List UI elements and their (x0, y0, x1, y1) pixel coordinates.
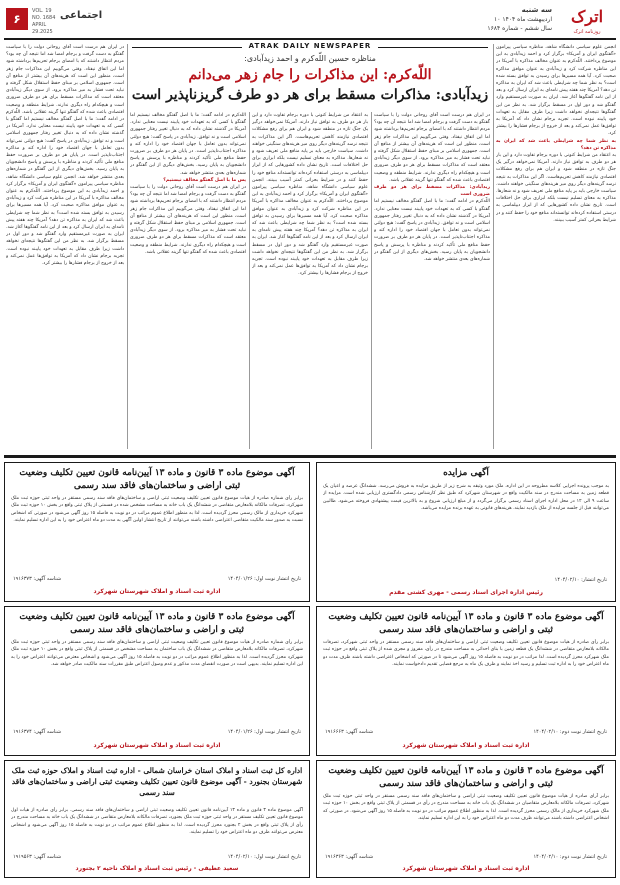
notice-id: شناسه آگهی: ۱۹۱۹۵۶۳ (13, 854, 62, 860)
notice-footer: سعید عطیفی - رئیس ثبت اسناد و املاک ناحیه ۲ بجنورد (75, 865, 239, 872)
notice-title: آگهی موضوع ماده ۳ قانون و ماده ۱۳ آیین‌نامه قانون تعیین تکلیف وضعیت ثبتی و اراضی و ساختمان‌های فاقد سند رسمی (19, 612, 295, 635)
issue-date-block (462, 6, 552, 33)
notice-body: برابر رأی شماره صادره از هیأت موضوع قانون تعیین تکلیف وضعیت ثبتی اراضی و ساختمان‌های فاقد سند رسمی مستقر در واحد ثبتی حوزه ثبت ملک شهرکرد، تصرفات مالکانه بلامعارض متقاضی در ششدانگ یک باب خانه به مساحت مشخص شده در قسمتی از پلاک ثبتی واقع در بخش ۱۰ حوزه ثبت ملک شهرکرد خریداری از مالک رسمی محرز گردیده است. لذا به منظور اطلاع عموم مراتب در دو نوبت به فاصله ۱۵ روز آگهی می‌شود در صورتی که اشخاص نسبت به صدور سند مالکیت متقاضی اعتراضی داشته باشند می‌توانند از تاریخ انتشار اولین آگهی به مدت دو ماه اعتراض خود را به این اداره تسلیم نمایند. (11, 496, 303, 524)
section-divider (4, 455, 616, 458)
headline-primary[interactable]: اللّه‌کرم: این مذاکرات را جام زهر می‌دانم (188, 67, 432, 83)
notice-footer: اداره ثبت اسناد و املاک شهرستان شهرکرد (402, 865, 530, 872)
page-number-badge: ۶ (6, 8, 28, 30)
article-authors: مناظره حسین اللّه‌کرم و احمد زیدآبادی: (244, 54, 376, 63)
notice-date: تاریخ انتشار نوبت دوم: ۱۴۰۴/۰۲/۱۰ (533, 854, 607, 860)
article-column-text: در ایران هم درست است آقای روحانی دولت را با سیاست گفتگو به دست گرفت و برجام امضا شد اما نتیجه آن چه بود؟ مردم انتظار داشتند که با امضای برجام تحریم‌ها برداشته شود اما این اتفاق نیفتاد. وقتی می‌گوییم این مذاکرات جام زهر است، منظور این است که هزینه‌های آن بیشتر از منافع آن است. جمهوری اسلامی بر مبنای حفظ استقلال شکل گرفته و نباید تحت فشار به میز مذاکره برود. از سوی دیگر زیدآبادی معتقد است که مذاکرات مسقط برای هر دو طرف ضروری است و هیچکدام راه دیگری ندارند. شرایط منطقه و وضعیت اقتصادی باعث شده که گفتگو تنها گزینه عقلانی باشد. (6, 45, 124, 115)
date-extra: سال ششم - شماره ۱۶۸۴ (487, 25, 552, 32)
article-column-text: اللّه‌کرم در ادامه گفت: ما با اصل گفتگو مخالف نیستیم اما گفتگو با کسی که به تعهدات خود پایبند نیست معنایی ندارد. آمریکا در گذشته نشان داده که به دنبال تغییر رفتار جمهوری اسلامی است و نه توافق. زیدآبادی در پاسخ گفت: هیچ دولتی نمی‌تواند بدون تعامل با جهان اقتصاد خود را اداره کند و مذاکره اجتناب‌ناپذیر است. در پایان هر دو طرف بر ضرورت حفظ منافع ملی تأکید کردند و مناظره با پرسش و پاسخ دانشجویان به پایان رسید. بخش‌های دیگری از این گفتگو در شماره‌های بعدی منتشر خواهد شد. (6, 109, 124, 180)
column-divider (493, 44, 494, 449)
article-column-text: در ایران هم درست است آقای روحانی دولت را با سیاست گفتگو به دست گرفت و برجام امضا شد اما نتیجه آن چه بود؟ مردم انتظار داشتند که با امضای برجام تحریم‌ها برداشته شود اما این اتفاق نیفتاد. وقتی می‌گوییم این مذاکرات جام زهر است، منظور این است که هزینه‌های آن بیشتر از منافع آن است. جمهوری اسلامی بر مبنای حفظ استقلال شکل گرفته و نباید تحت فشار به میز مذاکره برود. از سوی دیگر زیدآبادی معتقد است که مذاکرات مسقط برای هر دو طرف ضروری است و هیچکدام راه دیگری ندارند. شرایط منطقه و وضعیت اقتصادی باعث شده که گفتگو تنها گزینه عقلانی باشد. (130, 185, 246, 255)
notice-title: آگهی مزایده (443, 468, 489, 478)
column-divider (371, 112, 372, 449)
article-column-text: در ایران هم درست است آقای روحانی دولت را با سیاست گفتگو به دست گرفت و برجام امضا شد اما نتیجه آن چه بود؟ مردم انتظار داشتند که با امضای برجام تحریم‌ها برداشته شود اما این اتفاق نیفتاد. وقتی می‌گوییم این مذاکرات جام زهر است، منظور این است که هزینه‌های آن بیشتر از منافع آن است. جمهوری اسلامی بر مبنای حفظ استقلال شکل گرفته و نباید تحت فشار به میز مذاکره برود. از سوی دیگر زیدآبادی معتقد است که مذاکرات مسقط برای هر دو طرف ضروری است و هیچکدام راه دیگری ندارند. شرایط منطقه و وضعیت اقتصادی باعث شده که گفتگو تنها گزینه عقلانی باشد. (374, 113, 490, 183)
brand-strip: ATRAK DAILY NEWSPAPER (128, 42, 492, 52)
logo-text: اترک (570, 7, 604, 26)
notice-id: شناسه آگهی: ۱۹۱۶۶۶۳ (325, 729, 374, 735)
volume-info (32, 8, 60, 36)
notice-registration[interactable] (4, 462, 310, 602)
notice-footer: اداره ثبت اسناد و املاک شهرستان شهرکرد (93, 742, 221, 749)
article-column-4 (130, 112, 246, 449)
notice-registration[interactable] (316, 606, 616, 756)
question-line: زیدآبادی: مذاکرات مسقط برای هر دو طرف ضروری است (374, 185, 490, 198)
notice-body: برابر آرای صادره از هیأت موضوع قانون تعیین تکلیف وضعیت ثبتی اراضی و ساختمان‌های فاقد سند رسمی مستقر در واحد ثبتی حوزه ثبت ملک شهرکرد، تصرفات مالکانه بلامعارض متقاضیان در ششدانگ یک باب خانه به مساحت مندرج در رأی در قسمتی از پلاک ثبتی واقع در بخش ۱۰ حوزه ثبت ملک شهرکرد خریداری از مالک رسمی محرز گردیده است. لذا به منظور اطلاع عموم مراتب در دو نوبت به فاصله ۱۵ روز آگهی می‌شود. در صورتی که اشخاص اعتراضی داشته باشند می‌توانند ظرف مدت دو ماه اعتراض خود را به این اداره تسلیم نمایند. (323, 794, 609, 822)
article-column-2 (374, 112, 490, 449)
day-label: سه شنبه (521, 6, 552, 14)
notice-registration[interactable] (316, 760, 616, 878)
notice-body: به موجب پرونده اجرایی کلاسه مطروحه در این اداره، ملک مورد وثیقه به شرح زیر از طریق مزایده به فروش می‌رسد. ششدانگ عرصه و اعیان یک قطعه زمین به مساحت مندرج در سند مالکیت واقع در شهرستان شهرکرد که طبق نظر کارشناس رسمی دادگستری ارزیابی شده است. مزایده از ساعت ۹ الی ۱۲ در محل اداره اجرای اسناد رسمی برگزار می‌گردد و از مبلغ ارزیابی شروع و به بالاترین قیمت پیشنهادی فروخته می‌شود. طالبین می‌توانند قبل از جلسه مزایده از ملک بازدید نمایند. هزینه‌های قانونی به عهده برنده مزایده می‌باشد. (323, 484, 609, 512)
article-column-5 (6, 44, 124, 449)
date-en: APRIL 29.2025 (32, 22, 53, 35)
article-column-text: انجمن علوم سیاسی دانشگاه شاهد، مناظره سیاسی پیرامون «گفتگوی ایران و آمریکا» برگزار کرد و احمد زیدآبادی به این موضوع پرداختند. اللّه‌کرم به عنوان مخالف مذاکره با آمریکا در این مناظره شرکت کرد و زیدآبادی به عنوان موافق مذاکره صحبت کرد. آیا همه مسیرها برای رسیدن به توافق بسته شده است؟ به نظر شما چه شرایطی باعث شد که ایران به مذاکره تن دهد؟ آمریکا چند هفته پیش نامه‌ای به ایران ارسال کرد و بعد از این نامه گفتگوها آغاز شد. ایران به صورت غیرمستقیم وارد گفتگو شد و دور اول در مسقط برگزار شد. به نظر من این گفتگوها نتیجه‌ای نخواهد داشت زیرا طرف مقابل به تعهدات خود پایبند نبوده است. تجربه برجام نشان داد که آمریکا به توافق‌ها عمل نمی‌کند و بعد از خروج از برجام فشارها را بیشتر کرد. (6, 174, 124, 267)
notice-date: تاریخ انتشار نوبت اول: ۱۴۰۴/۰۱/۲۶ (227, 729, 301, 735)
logo-subtitle: روزنامه اترک (573, 29, 601, 35)
headline-secondary[interactable]: زیدآبادی: مذاکرات مسقط برای هر دو طرف گریزناپذیر است (131, 87, 489, 103)
article-column-text: اللّه‌کرم در ادامه گفت: ما با اصل گفتگو مخالف نیستیم اما گفتگو با کسی که به تعهدات خود پایبند نیست معنایی ندارد. آمریکا در گذشته نشان داده که به دنبال تغییر رفتار جمهوری اسلامی است و نه توافق. زیدآبادی در پاسخ گفت: هیچ دولتی نمی‌تواند بدون تعامل با جهان اقتصاد خود را اداره کند و مذاکره اجتناب‌ناپذیر است. در پایان هر دو طرف بر ضرورت حفظ منافع ملی تأکید کردند و مناظره با پرسش و پاسخ دانشجویان به پایان رسید. بخش‌های دیگری از این گفتگو در شماره‌های بعدی منتشر خواهد شد. (130, 113, 246, 176)
notice-title: آگهی موضوع ماده ۳ قانون و ماده ۱۳ آیین‌نامه قانون تعیین تکلیف وضعیت ثبتی و اراضی و ساختمان‌های فاقد سند رسمی (328, 612, 604, 635)
notice-id: شناسه آگهی: ۱۹۱۶۳۷۴ (13, 729, 62, 735)
article-column-1 (496, 44, 616, 449)
question-line: به نظر شما چه شرایطی باعث شد که ایران به مذاکره تن دهد؟ (496, 138, 616, 151)
masthead (0, 0, 620, 40)
notice-title: اداره کل ثبت اسناد و املاک استان خراسان شمالی - اداره ثبت اسناد و املاک حوزه ثبت ملک شهرستان بجنورد - آگهی موضوع قانون تعیین تکلیف وضعیت ثبتی اراضی و ساختمان‌های فاقد سند رسمی (11, 766, 303, 797)
date-fa: ۱۰ اردیبهشت ماه ۱۴۰۴ (494, 16, 552, 23)
notice-title: آگهی موضوع ماده ۳ قانون و ماده ۱۳ آیین‌نامه قانون تعیین تکلیف وضعیت ثبتی اراضی و ساختمان‌های فاقد سند رسمی (19, 468, 295, 491)
notice-body: آگهی موضوع ماده ۳ قانون و ماده ۱۳ آیین‌نامه قانون تعیین تکلیف وضعیت ثبتی اراضی و ساختمان‌های فاقد سند رسمی. برابر رأی صادره از هیأت اول موضوع قانون تعیین تکلیف مستقر در واحد ثبتی حوزه ثبت ملک بجنورد، تصرفات مالکانه بلامعارض متقاضی در ششدانگ یک باب خانه به مساحت مندرج در رأی از پلاک ثبتی واقع در بخش ۲ بجنورد محرز گردیده است. لذا به منظور اطلاع عموم مراتب در دو نوبت به فاصله ۱۵ روز آگهی می‌شود و اشخاص معترض می‌توانند ظرف دو ماه اعتراض خود را تسلیم نمایند. (11, 808, 303, 836)
notice-bojnurd[interactable] (4, 760, 310, 878)
article-column-text: انجمن علوم سیاسی دانشگاه شاهد، مناظره سیاسی پیرامون «گفتگوی ایران و آمریکا» برگزار کرد و احمد زیدآبادی به این موضوع پرداختند. اللّه‌کرم به عنوان مخالف مذاکره با آمریکا در این مناظره شرکت کرد و زیدآبادی به عنوان موافق مذاکره صحبت کرد. آیا همه مسیرها برای رسیدن به توافق بسته شده است؟ به نظر شما چه شرایطی باعث شد که ایران به مذاکره تن دهد؟ آمریکا چند هفته پیش نامه‌ای به ایران ارسال کرد و بعد از این نامه گفتگوها آغاز شد. ایران به صورت غیرمستقیم وارد گفتگو شد و دور اول در مسقط برگزار شد. به نظر من این گفتگوها نتیجه‌ای نخواهد داشت زیرا طرف مقابل به تعهدات خود پایبند نبوده است. تجربه برجام نشان داد که آمریکا به توافق‌ها عمل نمی‌کند و بعد از خروج از برجام فشارها را بیشتر کرد. (496, 45, 616, 137)
notice-footer: اداره ثبت اسناد و املاک شهرستان شهرکرد (93, 588, 221, 595)
notice-footer: اداره ثبت اسناد و املاک شهرستان شهرکرد (402, 742, 530, 749)
notice-footer: رئیس اداره اجرای اسناد رسمی - مهری کشتی مقدم (389, 589, 543, 596)
article-column-text: به اعتقاد من شرایط کنونی با دوره برجام تفاوت دارد و این بار هر دو طرف به توافق نیاز دارند. آمریکا نمی‌خواهد درگیر یک جنگ تازه در منطقه شود و ایران هم برای رفع مشکلات اقتصادی نیازمند کاهش تحریم‌هاست. اگر این مذاکرات به نتیجه نرسد گزینه‌های دیگر روی میز هزینه‌های سنگینی خواهند داشت. سیاست خارجی باید بر پایه منافع ملی تعریف شود و نه شعارها. مذاکره به معنای تسلیم نیست بلکه ابزاری برای حل اختلافات است. تاریخ نشان داده کشورهایی که از ابزار دیپلماسی به درستی استفاده کرده‌اند توانسته‌اند منافع خود را حفظ کنند و در شرایط بحرانی کمتر آسیب ببینند. (252, 113, 368, 183)
column-divider (127, 44, 128, 449)
newspaper-logo[interactable] (558, 4, 616, 38)
notice-id: شناسه آگهی: ۱۹۱۶۳۶۳ (325, 854, 374, 860)
notice-body: برابر رأی شماره صادره از هیأت موضوع قانون تعیین تکلیف وضعیت ثبتی اراضی و ساختمان‌های فاقد سند رسمی مستقر در واحد ثبتی حوزه ثبت ملک شهرکرد، تصرفات مالکانه بلامعارض متقاضی در ششدانگ یک باب ساختمان به مساحت مشخص در قسمتی از پلاک ثبتی واقع در بخش ۱۰ حوزه ثبت ملک شهرکرد محرز گردیده است. لذا به منظور اطلاع عموم مراتب در دو نوبت به فاصله ۱۵ روز آگهی می‌شود و اشخاص معترض می‌توانند اعتراض خود را به این اداره تسلیم نمایند. بدیهی است در صورت انقضای مدت مذکور و عدم وصول اعتراض طبق مقررات سند مالکیت صادر خواهد شد. (11, 640, 303, 668)
article-column-3 (252, 112, 368, 449)
notice-date: تاریخ انتشار: ۱۴۰۴/۰۲/۱۰ (554, 577, 607, 583)
volume-number: VOL. 19 NO. 1684 (32, 8, 56, 21)
notice-auction[interactable] (316, 462, 616, 602)
question-line: پس ما با اصل گفتگو مخالف نیستیم؟ (163, 177, 246, 183)
notice-body: برابر رأی صادره از هیأت موضوع قانون تعیین تکلیف وضعیت ثبتی اراضی و ساختمان‌های فاقد سند رسمی مستقر در واحد ثبتی شهرکرد، تصرفات مالکانه بلامعارض متقاضی در ششدانگ یک قطعه زمین با بنای احداثی به مساحت مندرج در رأی، مفروز و مجزی شده از پلاک ثبتی واقع در حوزه ثبت ملک شهرکرد محرز گردیده است. لذا مراتب در دو نوبت به فاصله ۱۵ روز آگهی می‌شود تا در صورتی که اشخاص اعتراضی داشته باشند ظرف مدت دو ماه اعتراض خود را به اداره ثبت تسلیم و رسید اخذ نمایند و ظرف یک ماه به مرجع قضایی تقدیم دادخواست نمایند. (323, 640, 609, 668)
section-name: اجتماعی (60, 10, 103, 21)
article-column-text: به اعتقاد من شرایط کنونی با دوره برجام تفاوت دارد و این بار هر دو طرف به توافق نیاز دارند. آمریکا نمی‌خواهد درگیر یک جنگ تازه در منطقه شود و ایران هم برای رفع مشکلات اقتصادی نیازمند کاهش تحریم‌هاست. اگر این مذاکرات به نتیجه نرسد گزینه‌های دیگر روی میز هزینه‌های سنگینی خواهند داشت. سیاست خارجی باید بر پایه منافع ملی تعریف شود و نه شعارها. مذاکره به معنای تسلیم نیست بلکه ابزاری برای حل اختلافات است. تاریخ نشان داده کشورهایی که از ابزار دیپلماسی به درستی استفاده کرده‌اند توانسته‌اند منافع خود را حفظ کنند و در شرایط بحرانی کمتر آسیب ببینند. (496, 153, 616, 223)
notice-title: آگهی موضوع ماده ۳ قانون و ماده ۱۳ آیین‌نامه قانون تعیین تکلیف وضعیت ثبتی و اراضی و ساختمان‌های فاقد سند رسمی (328, 766, 604, 789)
article-header (128, 40, 492, 108)
notice-registration[interactable] (4, 606, 310, 756)
article-column-text: انجمن علوم سیاسی دانشگاه شاهد، مناظره سیاسی پیرامون «گفتگوی ایران و آمریکا» برگزار کرد و احمد زیدآبادی به این موضوع پرداختند. اللّه‌کرم به عنوان مخالف مذاکره با آمریکا در این مناظره شرکت کرد و زیدآبادی به عنوان موافق مذاکره صحبت کرد. آیا همه مسیرها برای رسیدن به توافق بسته شده است؟ به نظر شما چه شرایطی باعث شد که ایران به مذاکره تن دهد؟ آمریکا چند هفته پیش نامه‌ای به ایران ارسال کرد و بعد از این نامه گفتگوها آغاز شد. ایران به صورت غیرمستقیم وارد گفتگو شد و دور اول در مسقط برگزار شد. به نظر من این گفتگوها نتیجه‌ای نخواهد داشت زیرا طرف مقابل به تعهدات خود پایبند نبوده است. تجربه برجام نشان داد که آمریکا به توافق‌ها عمل نمی‌کند و بعد از خروج از برجام فشارها را بیشتر کرد. (252, 177, 368, 277)
notice-date: تاریخ انتشار نوبت اول: ۱۴۰۴/۰۱/۲۶ (227, 576, 301, 582)
column-divider (249, 112, 250, 449)
article-column-text: اللّه‌کرم در ادامه گفت: ما با اصل گفتگو مخالف نیستیم اما گفتگو با کسی که به تعهدات خود پایبند نیست معنایی ندارد. آمریکا در گذشته نشان داده که به دنبال تغییر رفتار جمهوری اسلامی است و نه توافق. زیدآبادی در پاسخ گفت: هیچ دولتی نمی‌تواند بدون تعامل با جهان اقتصاد خود را اداره کند و مذاکره اجتناب‌ناپذیر است. در پایان هر دو طرف بر ضرورت حفظ منافع ملی تأکید کردند و مناظره با پرسش و پاسخ دانشجویان به پایان رسید. بخش‌های دیگری از این گفتگو در شماره‌های بعدی منتشر خواهد شد. (374, 199, 490, 263)
notice-id: شناسه آگهی: ۱۹۱۶۳۷۳ (13, 576, 62, 582)
notice-date: تاریخ انتشار نوبت اول: ۱۴۰۴/۰۲/۱۰ (227, 854, 301, 860)
notice-date: تاریخ انتشار نوبت دوم: ۱۴۰۴/۰۲/۱۰ (533, 729, 607, 735)
